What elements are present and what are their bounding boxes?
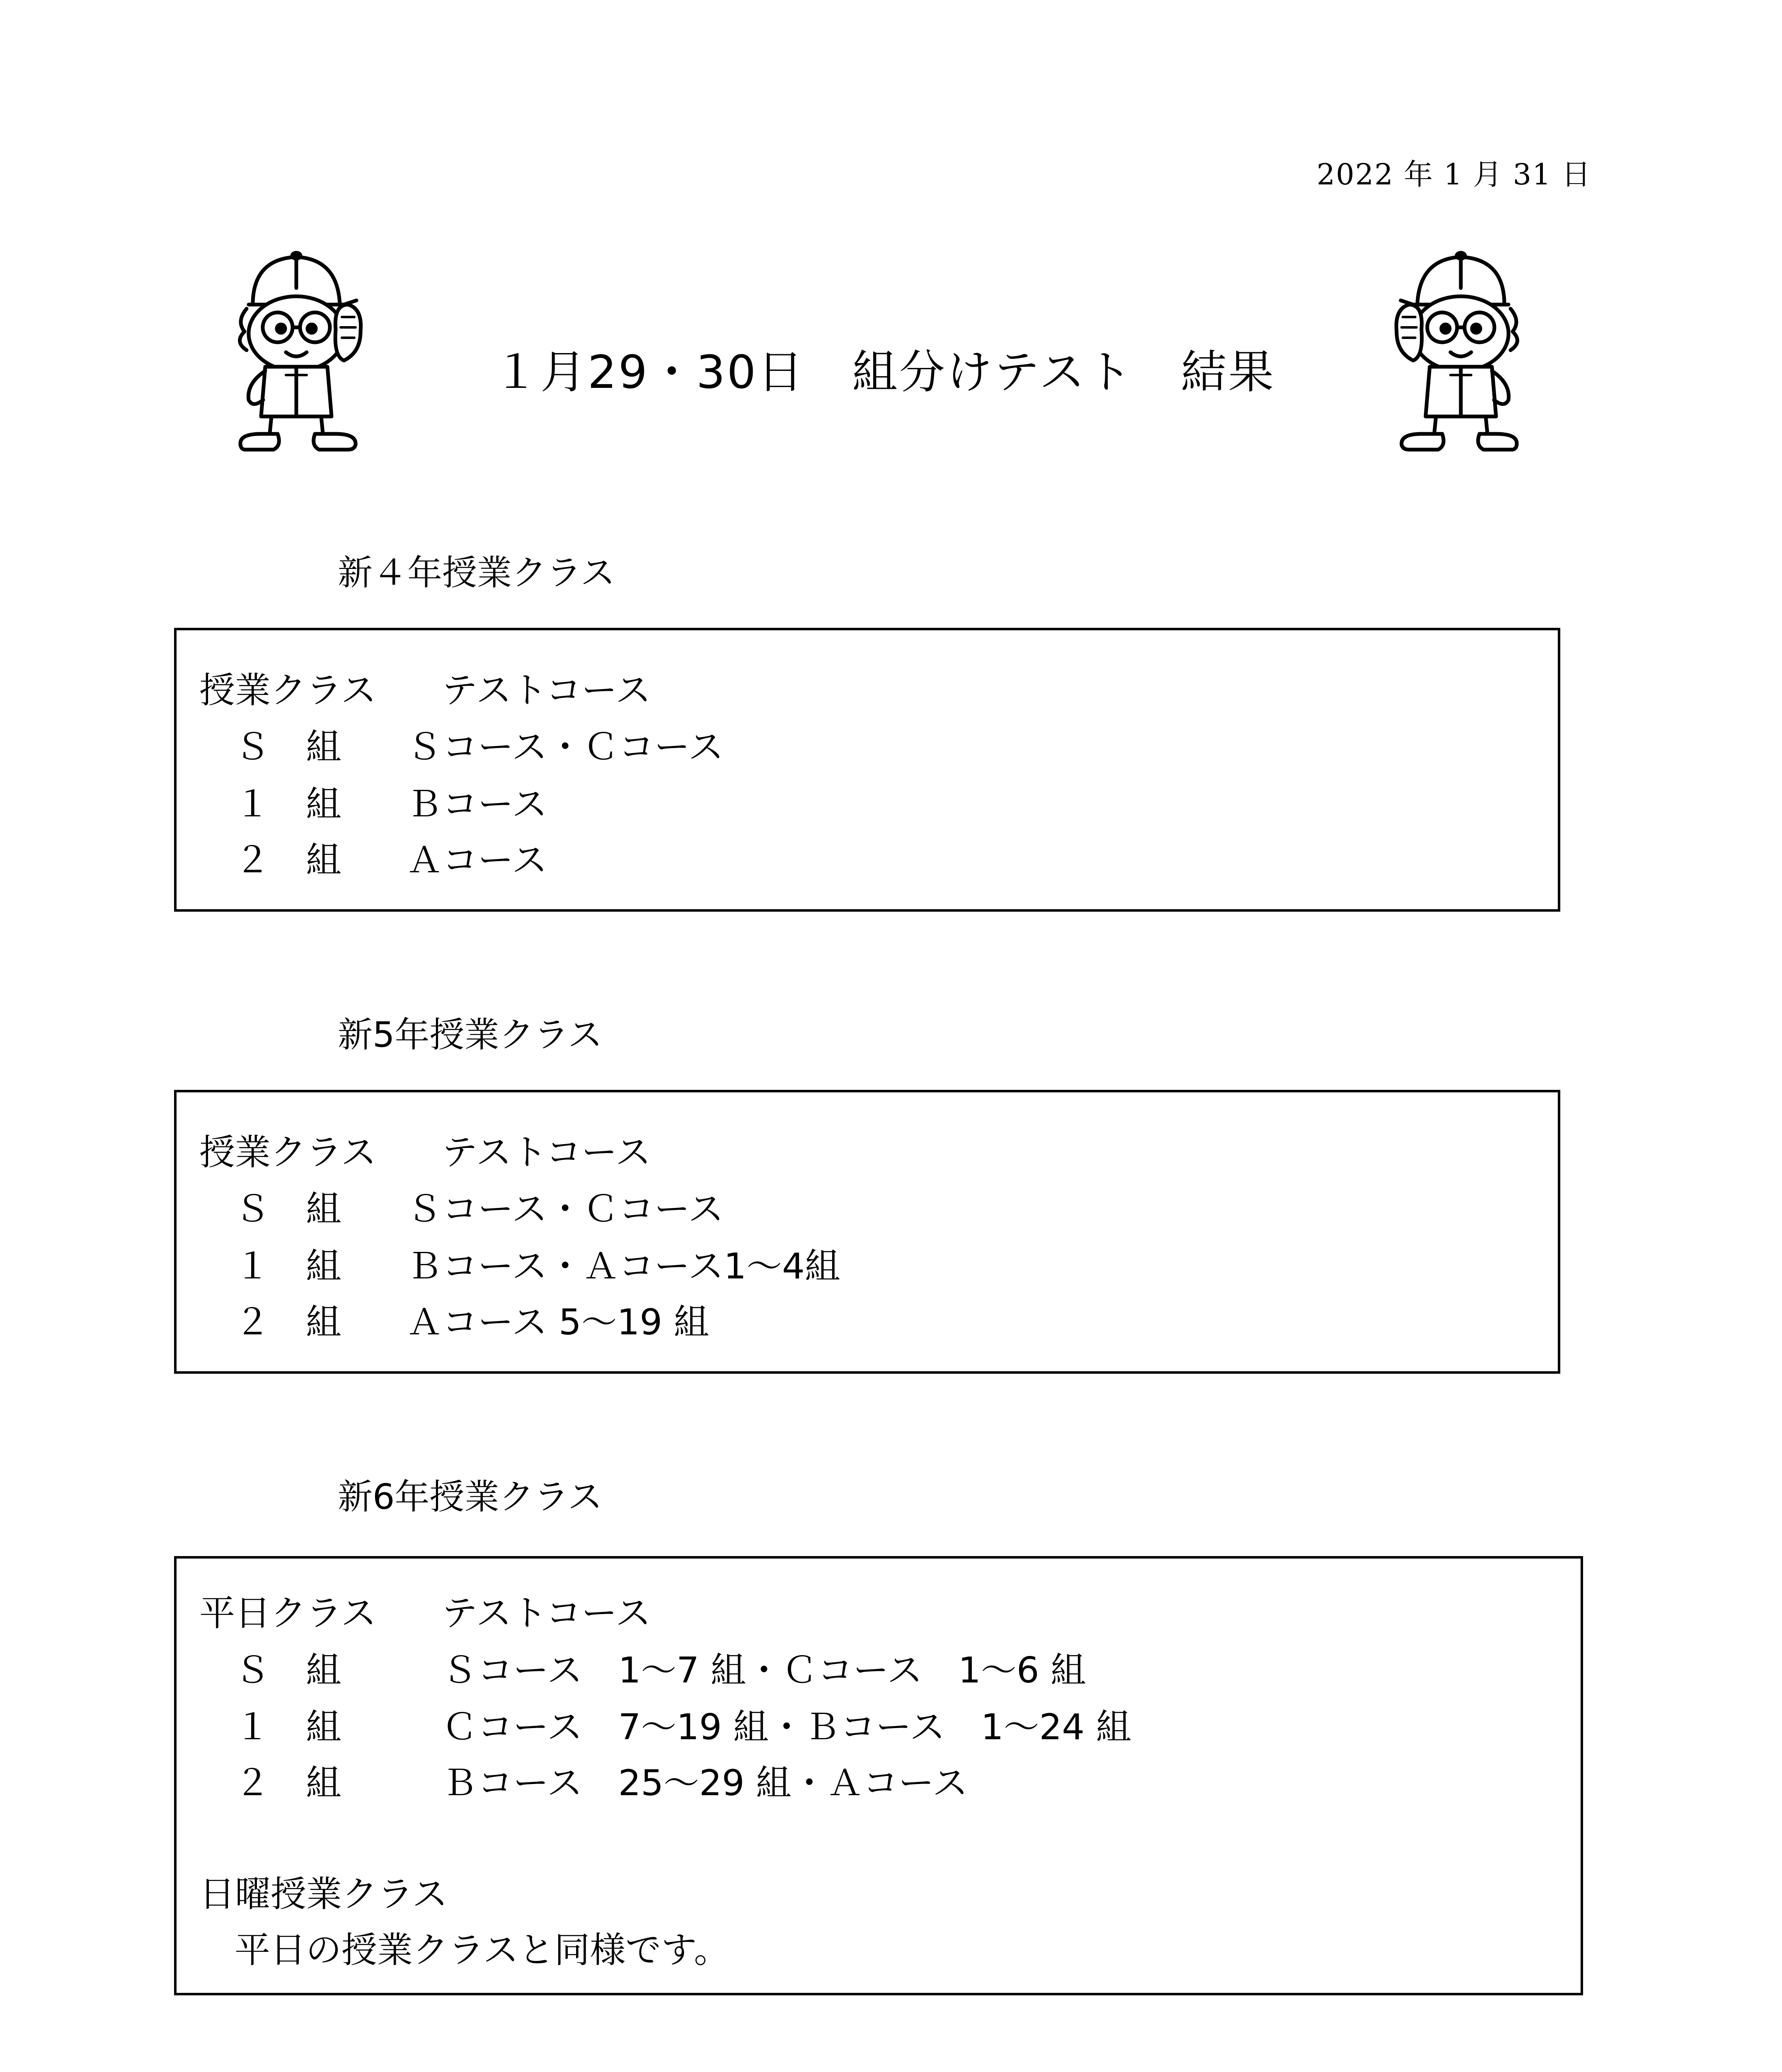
row-course: Ｓコース 1～7 組・Ｃコース 1～6 組 <box>442 1650 1086 1691</box>
row-course: Ｂコース <box>407 784 547 825</box>
row-group: １ 組 <box>235 1706 341 1748</box>
row-group: ２ 組 <box>235 1302 341 1343</box>
row-course: Ｂコース・Ａコース1～4組 <box>407 1246 840 1287</box>
class-table-grade4 <box>174 628 1560 912</box>
header-course: テストコース <box>442 1593 651 1634</box>
row-group: ２ 組 <box>235 840 341 881</box>
baseball-mascot-icon <box>224 242 365 458</box>
header-course: テストコース <box>442 1132 651 1173</box>
row-group: １ 組 <box>235 784 341 825</box>
header-class: 授業クラス <box>199 1132 377 1173</box>
document-date: 2022 年 1 月 31 日 <box>1316 157 1591 191</box>
row-course: Ｓコース・Ｃコース <box>407 1188 724 1230</box>
row-group: Ｓ 組 <box>235 726 341 768</box>
page-title: １月29・30日 組分けテスト 結果 <box>493 346 1276 399</box>
header-class: 平日クラス <box>199 1593 377 1634</box>
header-class: 授業クラス <box>199 670 377 711</box>
row-group: ２ 組 <box>235 1762 341 1804</box>
row-course: Ｂコース 25～29 組・Ａコース <box>442 1762 968 1804</box>
class-table-grade6 <box>174 1556 1583 1995</box>
row-course: Ａコース 5～19 組 <box>407 1302 709 1343</box>
row-course: Ｓコース・Ｃコース <box>407 726 724 768</box>
row-group: １ 組 <box>235 1246 341 1287</box>
row-group: Ｓ 組 <box>235 1188 341 1230</box>
section-heading-grade4: 新４年授業クラス <box>338 552 615 593</box>
header-course: テストコース <box>442 670 651 711</box>
sunday-class-label: 日曜授業クラス <box>199 1874 448 1915</box>
row-group: Ｓ 組 <box>235 1650 341 1691</box>
baseball-mascot-icon <box>1392 242 1533 458</box>
sunday-class-text: 平日の授業クラスと同様です。 <box>235 1929 730 1971</box>
row-course: Ｃコース 7～19 組・Ｂコース 1～24 組 <box>442 1706 1132 1748</box>
row-course: Ａコース <box>407 840 547 881</box>
class-table-grade5 <box>174 1090 1560 1374</box>
section-heading-grade5: 新5年授業クラス <box>338 1014 603 1055</box>
section-heading-grade6: 新6年授業クラス <box>338 1477 603 1517</box>
